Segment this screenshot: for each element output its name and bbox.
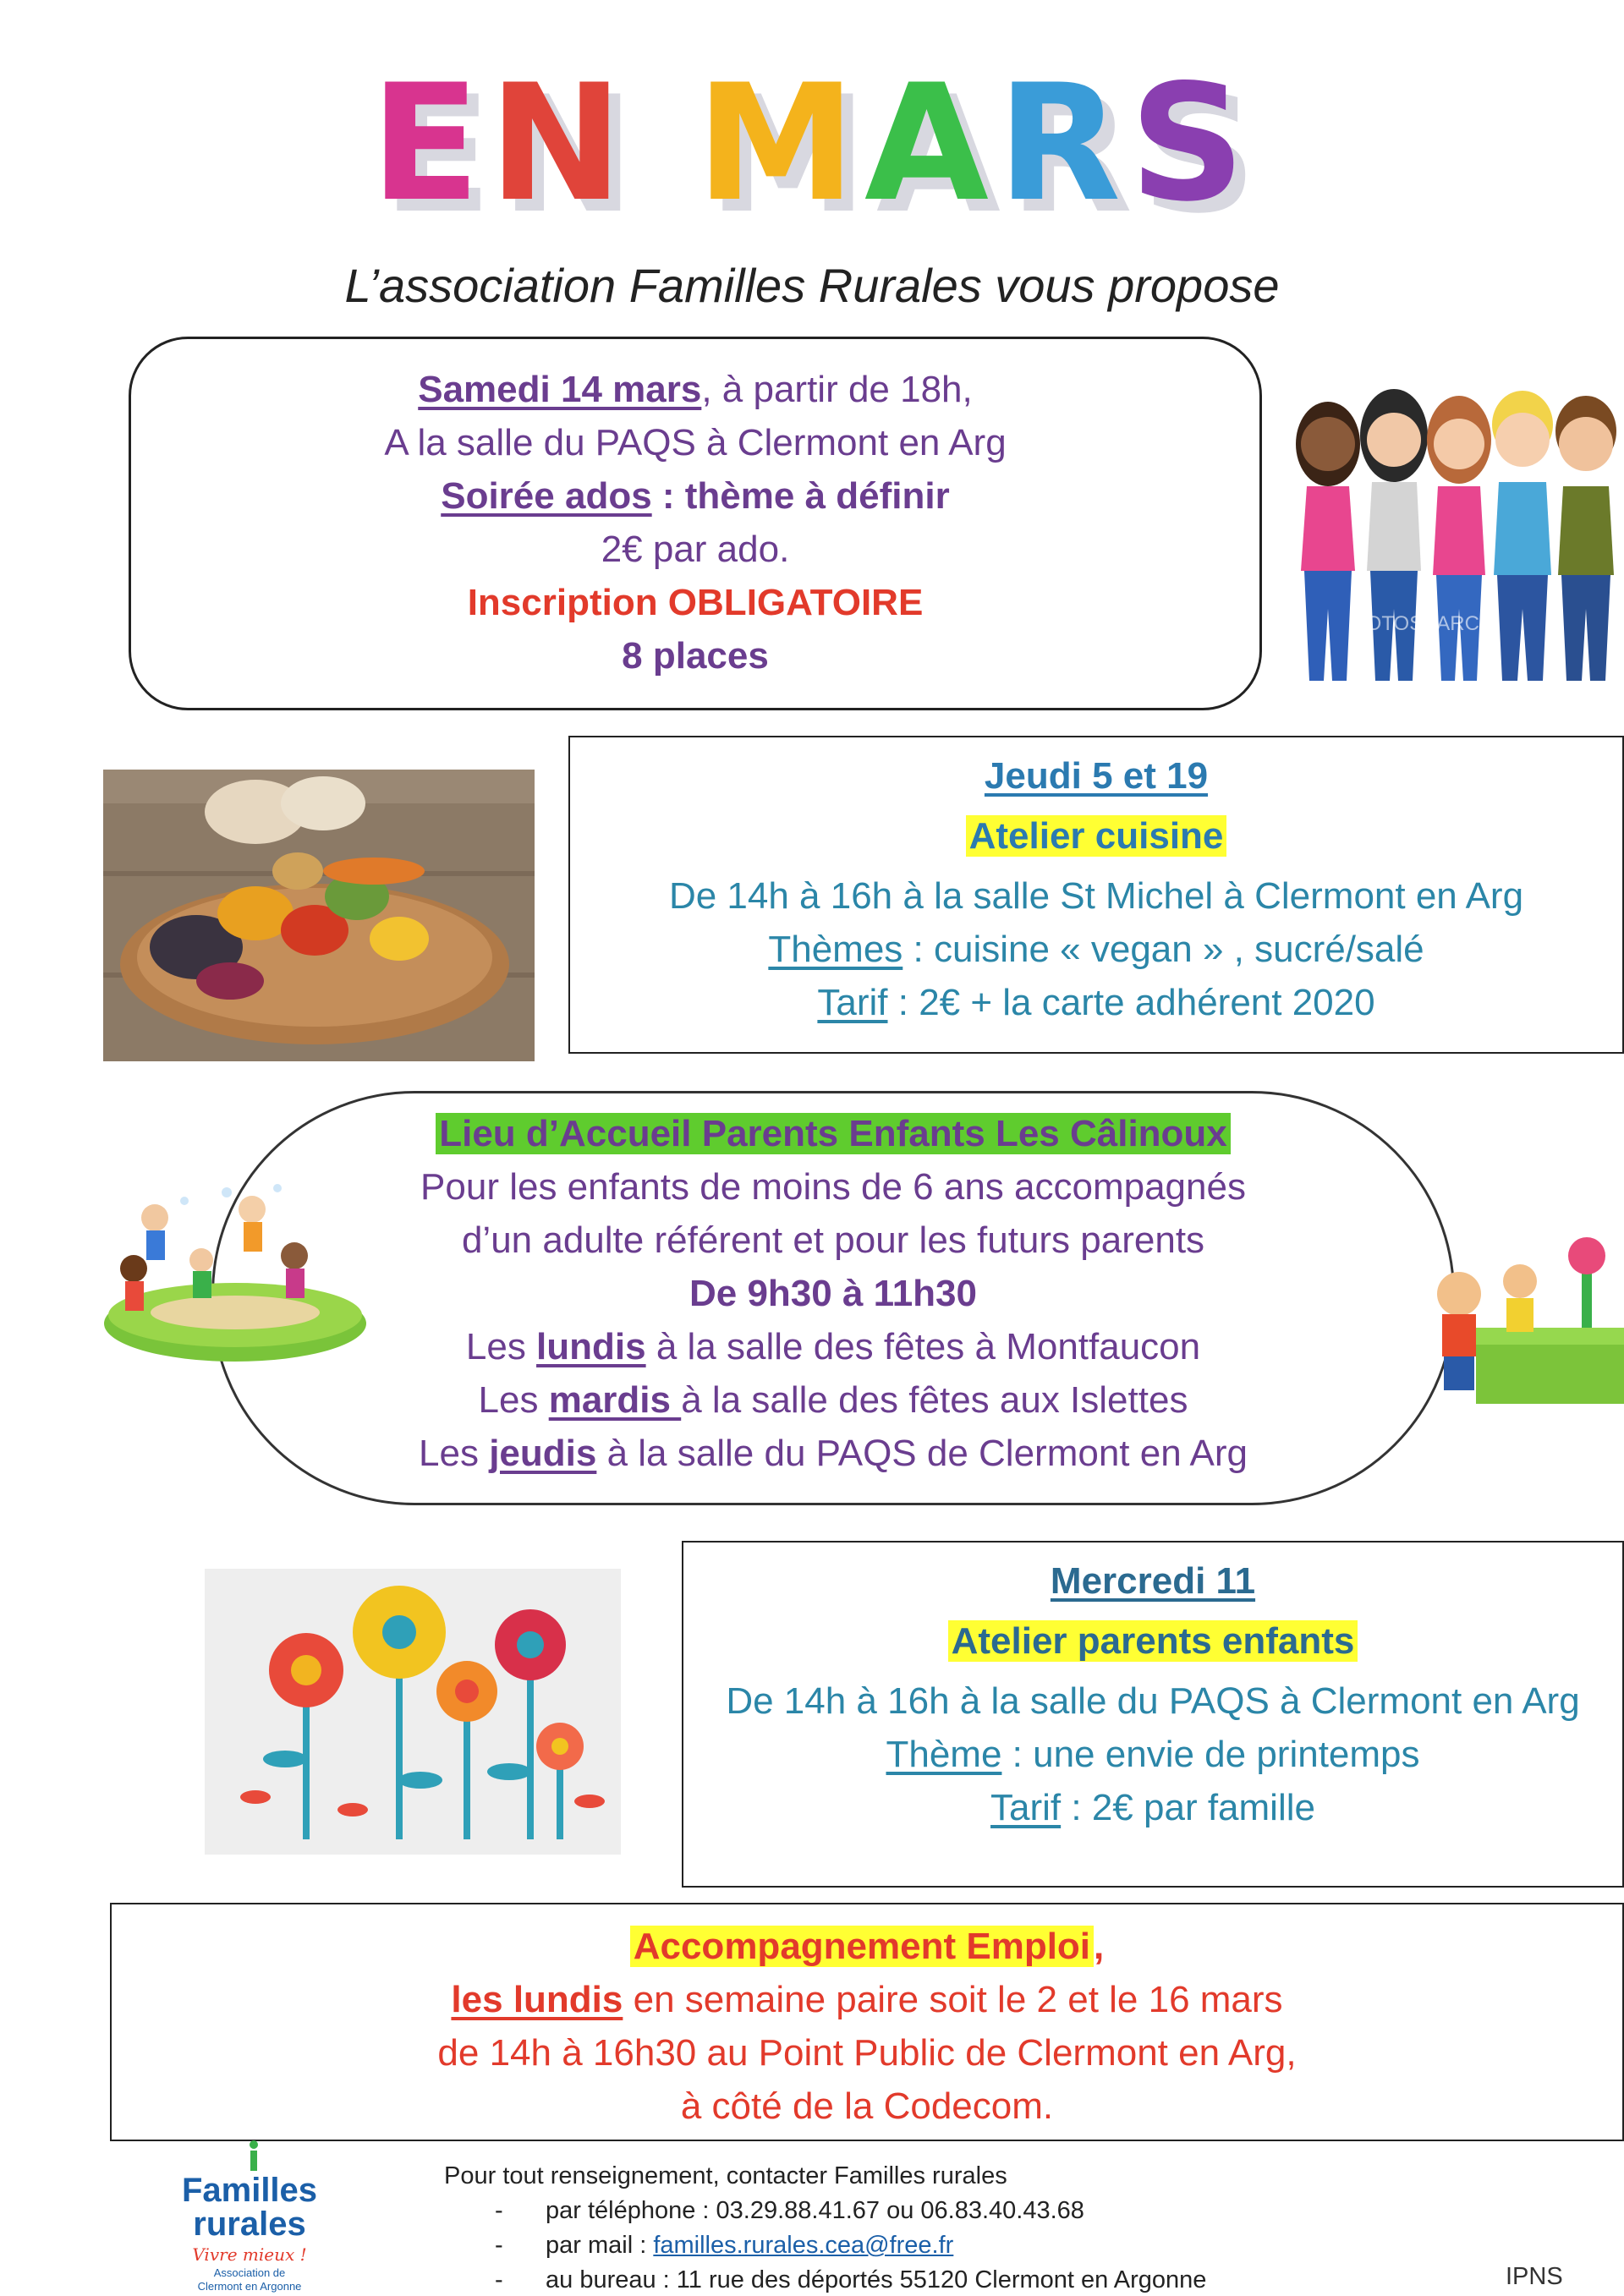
parents-theme-value: : une envie de printemps: [1001, 1734, 1420, 1775]
contact-intro: Pour tout renseignement, contacter Familles rurales: [444, 2162, 1007, 2189]
accueil-day2-line: [214, 1373, 1452, 1427]
contact-block: [444, 2159, 1374, 2296]
logo-sub2: Clermont en Argonne: [197, 2280, 302, 2293]
contact-phone-row: [444, 2194, 1374, 2228]
cuisine-themes-value: : cuisine « vegan » , sucré/salé: [903, 929, 1424, 970]
parents-theme-label: Thème: [886, 1734, 1002, 1775]
soiree-date-suffix: , à partir de 18h,: [701, 369, 973, 410]
logo-figure-icon: [241, 2140, 266, 2173]
cuisine-themes-label: Thèmes: [768, 929, 903, 970]
soiree-event: Soirée ados: [441, 475, 652, 517]
parents-schedule: De 14h à 16h à la salle du PAQS à Clermont en Arg: [726, 1680, 1580, 1722]
ipns-label: IPNS: [1506, 2263, 1563, 2290]
accueil-day1: lundis: [536, 1326, 646, 1367]
accueil-day1-line: [214, 1320, 1452, 1373]
watermark: FOTOSEARCH: [1353, 612, 1495, 635]
contact-mail-label: par mail :: [546, 2232, 654, 2259]
contact-office: au bureau : 11 rue des déportés 55120 Clermont en Argonne: [546, 2266, 1207, 2293]
food-image: [103, 770, 535, 1061]
title-letter: M: [695, 50, 864, 237]
atelier-cuisine-box: [568, 736, 1624, 1054]
bullet-dash: -: [495, 2197, 503, 2224]
cuisine-tarif-line: [570, 976, 1622, 1029]
bullet-dash: -: [495, 2266, 503, 2293]
familles-rurales-logo: [169, 2140, 330, 2292]
lego-image: [1425, 1235, 1624, 1429]
parents-tarif-value: : 2€ par famille: [1061, 1787, 1315, 1828]
logo-tagline: Vivre mieux !: [192, 2244, 307, 2265]
emploi-line2: de 14h à 16h30 au Point Public de Clermont en Arg,: [437, 2032, 1297, 2074]
accueil-day1-prefix: Les: [465, 1326, 537, 1367]
bullet-dash: -: [495, 2232, 503, 2259]
soiree-inscription: Inscription OBLIGATOIRE: [467, 582, 924, 623]
page-title: [0, 50, 1624, 237]
accueil-line1: Pour les enfants de moins de 6 ans accompagnés: [420, 1166, 1246, 1208]
soiree-date: Samedi 14 mars: [418, 369, 702, 410]
accueil-day3-prefix: Les: [419, 1433, 490, 1474]
logo-word2: rurales: [193, 2206, 306, 2243]
emploi-line1: [112, 1973, 1622, 2026]
atelier-parents-box: [682, 1541, 1624, 1888]
accueil-day2: mardis: [548, 1379, 682, 1421]
emploi-day: les lundis: [451, 1979, 623, 2020]
accueil-day3-line: [214, 1427, 1452, 1480]
title-letter: E: [370, 50, 489, 237]
lieu-accueil-box: [211, 1091, 1455, 1505]
emploi-box: [110, 1903, 1624, 2141]
cuisine-tarif-label: Tarif: [817, 982, 888, 1023]
emploi-title-suffix: ,: [1094, 1926, 1105, 1967]
emploi-line3: à côté de la Codecom.: [680, 2085, 1054, 2127]
emploi-line1-rest: en semaine paire soit le 2 et le 16 mars: [623, 1979, 1283, 2020]
cuisine-title: Atelier cuisine: [966, 815, 1227, 857]
accueil-day3: jeudis: [489, 1433, 597, 1474]
cuisine-schedule: De 14h à 16h à la salle St Michel à Clermont en Arg: [668, 875, 1524, 917]
accueil-day2-suffix: à la salle des fêtes aux Islettes: [681, 1379, 1188, 1421]
soiree-event-suffix: : thème à définir: [651, 475, 950, 517]
accueil-line2: d’un adulte référent et pour les futurs parents: [461, 1219, 1205, 1261]
soiree-places: 8 places: [622, 635, 769, 677]
flowers-image: [205, 1569, 621, 1855]
subtitle: L’association Familles Rurales vous propose: [344, 259, 1280, 312]
parents-tarif-label: Tarif: [990, 1787, 1062, 1828]
soiree-location: A la salle du PAQS à Clermont en Arg: [384, 422, 1007, 463]
parents-tarif-line: [683, 1781, 1622, 1834]
accueil-hours: De 9h30 à 11h30: [689, 1273, 977, 1314]
contact-phone: par téléphone : 03.29.88.41.67 ou 06.83.40.43.68: [546, 2197, 1084, 2224]
accueil-day2-prefix: Les: [478, 1379, 549, 1421]
emploi-title-line: [112, 1920, 1622, 1973]
accueil-day1-suffix: à la salle des fêtes à Montfaucon: [645, 1326, 1201, 1367]
title-letter: A: [864, 50, 997, 237]
teens-image: [1294, 364, 1624, 685]
accueil-title: Lieu d’Accueil Parents Enfants Les Câlinoux: [436, 1113, 1231, 1154]
cuisine-tarif-value: : 2€ + la carte adhérent 2020: [887, 982, 1375, 1023]
accueil-day3-suffix: à la salle du PAQS de Clermont en Arg: [596, 1433, 1248, 1474]
emploi-title: Accompagnement Emploi: [630, 1926, 1094, 1967]
parents-theme-line: [683, 1728, 1622, 1781]
title-letter: S: [1129, 50, 1254, 237]
logo-sub1: Association de: [213, 2266, 286, 2279]
logo-word1: Familles: [181, 2172, 318, 2209]
title-letter: [632, 59, 696, 228]
contact-mail-link[interactable]: familles.rurales.cea@free.fr: [653, 2232, 954, 2259]
cuisine-date: Jeudi 5 et 19: [984, 755, 1209, 797]
contact-office-row: [444, 2263, 1374, 2296]
title-letter: R: [996, 50, 1130, 237]
parents-title: Atelier parents enfants: [948, 1620, 1358, 1662]
cuisine-themes-line: [570, 923, 1622, 976]
contact-mail-row: [444, 2228, 1374, 2263]
soiree-date-line: [131, 363, 1259, 416]
parents-date: Mercredi 11: [1050, 1560, 1256, 1602]
kids-playing-image: [100, 1175, 370, 1378]
soiree-ados-box: [129, 337, 1262, 710]
soiree-price: 2€ par ado.: [601, 529, 790, 570]
soiree-event-line: [131, 469, 1259, 523]
title-letter: N: [488, 50, 632, 237]
